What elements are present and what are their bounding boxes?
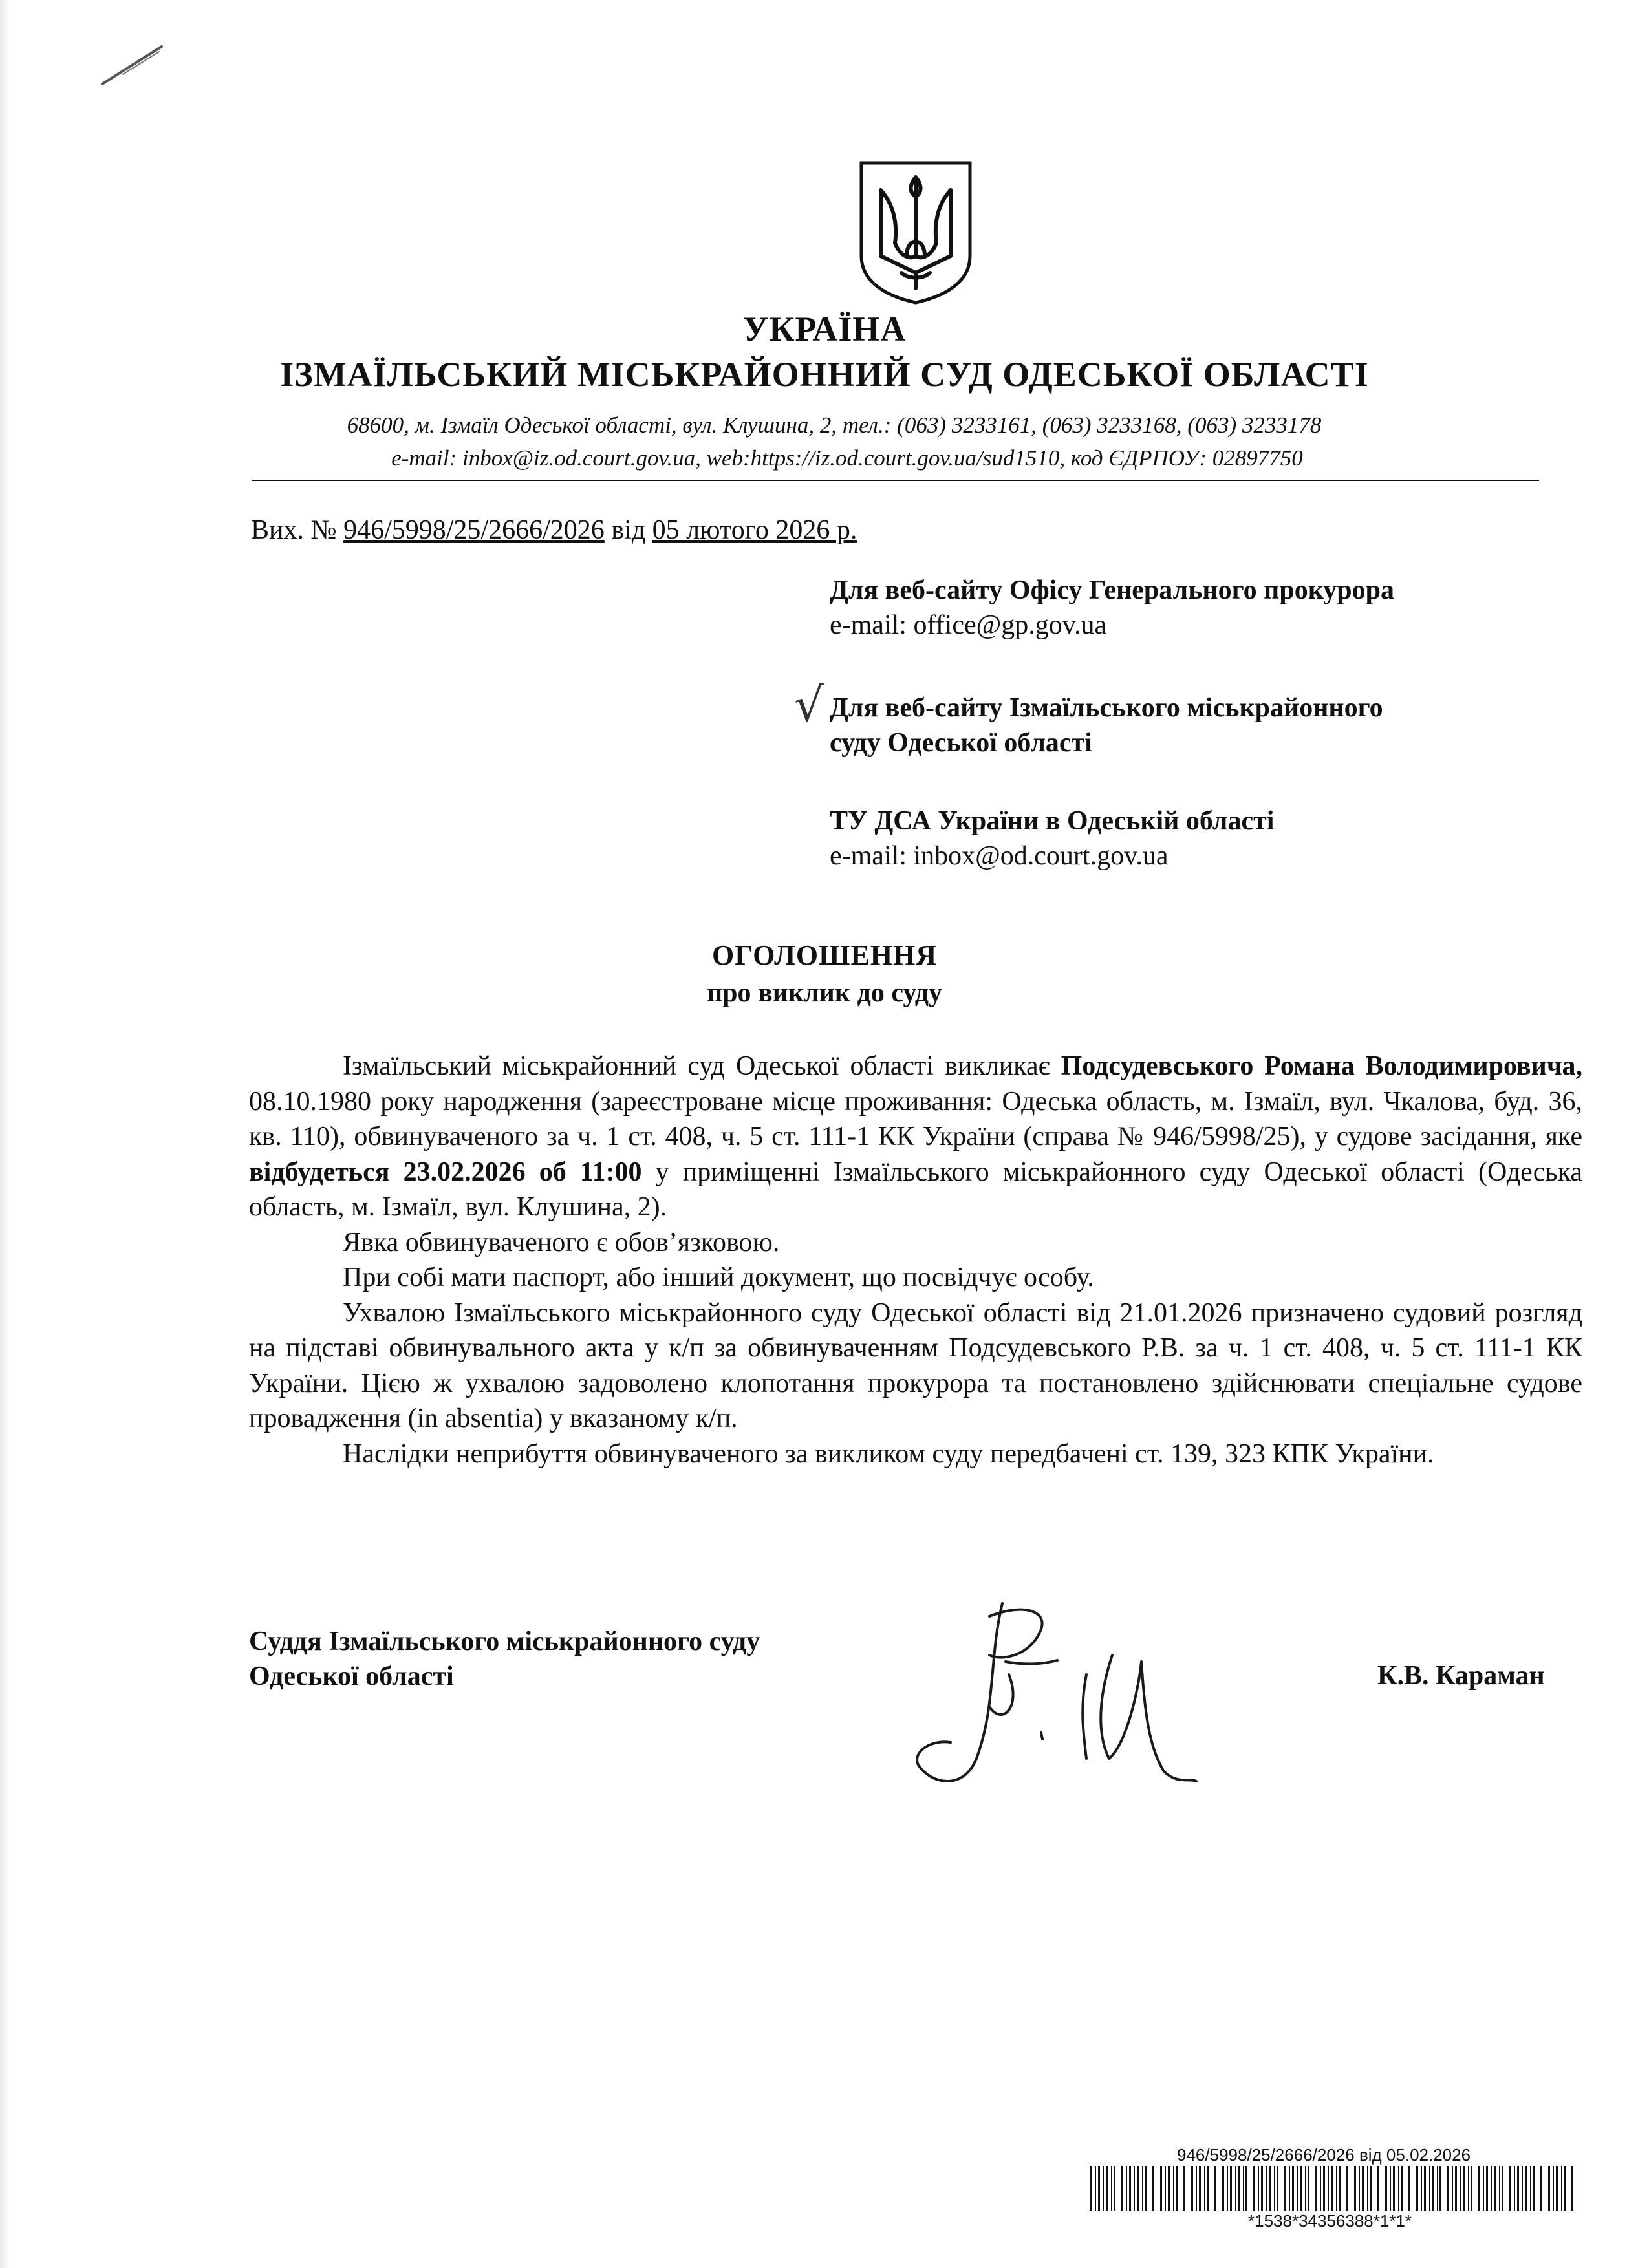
barcode-bar [1525,2166,1527,2211]
barcode-bar [1362,2166,1364,2211]
barcode-bar [1377,2166,1379,2211]
barcode-bar [1331,2166,1333,2211]
barcode-bar [1126,2166,1127,2211]
barcode-bar [1145,2166,1147,2211]
recipient-name: Для веб-сайту Ізмаїльського міськрайонного [830,693,1383,723]
recipient-prosecutor [830,573,1606,643]
barcode-bar [1486,2166,1488,2211]
barcode-bar [1300,2166,1302,2211]
barcode-bar [1522,2166,1523,2211]
barcode-bar [1517,2166,1519,2211]
barcode-bar [1121,2166,1123,2211]
barcode-bar [1429,2166,1430,2211]
barcode-code: *1538*34356388*1*1* [1248,2211,1412,2231]
barcode-bar [1398,2166,1399,2211]
barcode-bar [1556,2166,1558,2211]
barcode-bar [1173,2166,1174,2211]
check-mark: √ [794,678,824,732]
recipient-court-website [830,690,1606,760]
barcode-bar [1509,2166,1511,2211]
barcode-bar [1152,2166,1154,2211]
court-contacts-text: e-mail: inbox@iz.od.court.gov.ua, web:https://iz.od.court.gov.ua/sud1510, код ЄДРПОУ: 02897750 [391,445,1303,471]
barcode-bar [1561,2166,1562,2211]
barcode-bar [1165,2166,1166,2211]
body-text: 08.10.1980 року народження (зареєстроване місце проживання: Одеська область, м. Ізмаїл, вул. Чкалова, буд. 36, кв. 110), обвинуваченого за ч. 1 ст. 408, ч. 5 ст. 111-1 КК України (справа № 946/5998/25), у судове засідання, яке [249,1086,1582,1151]
barcode-bar [1571,2166,1573,2211]
barcode-bar [1297,2166,1298,2211]
barcode-bar [1447,2166,1449,2211]
barcode-bar [1222,2166,1224,2211]
barcode-bar [1514,2166,1515,2211]
barcode-bar [1437,2166,1438,2211]
barcode-bar [1390,2166,1391,2211]
judge-title-line: Суддя Ізмаїльського міськрайонного суду [249,1627,760,1656]
outgoing-number-line [251,515,857,546]
barcode-bar [1114,2166,1116,2211]
barcode-bar [1401,2166,1403,2211]
barcode-bar [1471,2166,1472,2211]
outgoing-number: 946/5998/25/2666/2026 [343,515,605,545]
barcode-bar [1269,2166,1271,2211]
barcode-bar [1439,2166,1441,2211]
body-paragraph: Ухвалою Ізмаїльського міськрайонного суду Одеської області від 21.01.2026 призначено судовий розгляд на підставі обвинувального акта у к/п за обвинуваченням Подсудевського Р.В. за ч. 1 ст. 408, ч. 5 ст. 111-1 КК України. Цією ж ухвалою задоволено клопотання прокурора та постановлено здійснювати спеціальне судове провадження (in absentia) у вказаному к/п. [249,1298,1582,1433]
barcode-bar [1098,2166,1100,2211]
barcode-bar [1323,2166,1325,2211]
barcode-bar [1385,2166,1387,2211]
barcode-bar [1103,2166,1104,2211]
barcode-bar [1196,2166,1197,2211]
barcode-bar [1494,2166,1496,2211]
body-text: Ізмаїльський міськрайонний суд Одеської області викликає [343,1051,1061,1081]
recipient-email: e-mail: office@gp.gov.ua [830,610,1107,640]
barcode-bar [1142,2166,1143,2211]
barcode-bar [1370,2166,1372,2211]
judge-name: К.В. Караман [1377,1661,1545,1691]
barcode-bar [1191,2166,1193,2211]
court-address-text: 68600, м. Ізмаїл Одеської області, вул. Клушина, 2, тел.: (063) 3233161, (063) 3233168, (063) 3233178 [347,412,1322,438]
barcode-bar [1336,2166,1337,2211]
recipient-name-continued: суду Одеської області [830,728,1092,758]
barcode-bar [1424,2166,1426,2211]
barcode-bar [1468,2166,1469,2211]
barcode-bar [1183,2166,1185,2211]
barcode-bar [1204,2166,1205,2211]
barcode-bar [1129,2166,1131,2211]
barcode-bar [1199,2166,1201,2211]
barcode-bar [1235,2166,1236,2211]
body-paragraph: Наслідки неприбуття обвинуваченого за викликом суду передбачені ст. 139, 323 КПК України. [343,1439,1434,1469]
barcode-bar [1266,2166,1267,2211]
barcode-bar [1284,2166,1286,2211]
barcode-bar [1502,2166,1503,2211]
barcode-bar [1176,2166,1178,2211]
barcode-bar [1168,2166,1170,2211]
barcode-bar [1227,2166,1228,2211]
barcode-bar [1207,2166,1209,2211]
barcode-bar [1491,2166,1492,2211]
barcode-bar [1258,2166,1259,2211]
barcode-bar [1530,2166,1531,2211]
court-name-heading: ІЗМАЇЛЬСЬКИЙ МІСЬКРАЙОННИЙ СУД ОДЕСЬКОЇ ОБЛАСТІ [280,355,1369,394]
barcode-bar [1483,2166,1484,2211]
header-divider [252,480,1539,481]
barcode-bar [1533,2166,1535,2211]
recipient-email: e-mail: inbox@od.court.gov.ua [830,841,1169,871]
barcode-bar [1346,2166,1348,2211]
barcode [1086,2166,1578,2211]
barcode-bar [1328,2166,1329,2211]
barcode-bar [1339,2166,1341,2211]
barcode-bar [1393,2166,1395,2211]
barcode-bar [1315,2166,1317,2211]
barcode-bar [1160,2166,1162,2211]
court-address [0,412,1649,438]
barcode-bar [1305,2166,1306,2211]
barcode-bar [1137,2166,1139,2211]
barcode-bar [1238,2166,1240,2211]
outgoing-from-word: від [611,515,646,545]
announcement-title: ОГОЛОШЕННЯ [711,939,938,971]
accused-name: Подсудевського Романа Володимировича, [1061,1051,1583,1081]
barcode-bar [1421,2166,1422,2211]
barcode-bar [1499,2166,1500,2211]
barcode-bar [1354,2166,1356,2211]
coat-of-arms-icon [855,159,976,305]
barcode-bar [1111,2166,1112,2211]
barcode-bar [1463,2166,1465,2211]
barcode-bar [1292,2166,1294,2211]
outgoing-prefix: Вих. № [251,515,337,545]
country-heading: УКРАЇНА [742,310,907,348]
barcode-bar [1134,2166,1135,2211]
court-contacts [0,445,1649,471]
barcode-bar [1416,2166,1418,2211]
barcode-label: 946/5998/25/2666/2026 від 05.02.2026 [1177,2145,1471,2165]
body-paragraph: Явка обвинуваченого є обов’язковою. [343,1227,780,1257]
body-text: у приміщенні Ізмаїльського міськрайонного суду Одеської області (Одеська область, м. Ізмаїл, вул. Клушина, 2). [249,1157,1582,1222]
barcode-bar [1253,2166,1255,2211]
judge-title-line: Одеської області [249,1662,454,1691]
pen-stroke-mark [97,39,168,91]
barcode-bar [1277,2166,1278,2211]
body-paragraph: При собі мати паспорт, або інший документ, що посвідчує особу. [343,1263,1094,1292]
barcode-bar [1320,2166,1321,2211]
barcode-bar [1308,2166,1310,2211]
barcode-bar [1214,2166,1216,2211]
barcode-bar [1289,2166,1290,2211]
recipient-name: Для веб-сайту Офісу Генерального прокурора [830,575,1395,605]
barcode-bar [1540,2166,1542,2211]
barcode-bar [1478,2166,1480,2211]
barcode-bar [1455,2166,1457,2211]
recipient-name: ТУ ДСА України в Одеській області [830,806,1275,836]
barcode-bar [1090,2166,1092,2211]
barcode-bar [1245,2166,1247,2211]
barcode-bar [1367,2166,1368,2211]
barcode-bar [1243,2166,1244,2211]
barcode-bar [1095,2166,1096,2211]
announcement-body [249,1049,1582,1471]
recipient-dsa [830,804,1606,873]
barcode-bar [1452,2166,1453,2211]
judge-title [249,1624,760,1694]
barcode-bar [1261,2166,1263,2211]
barcode-bar [1553,2166,1554,2211]
body-paragraph [249,1049,1582,1225]
announcement-subtitle: про виклик до суду [706,978,943,1008]
barcode-bar [1548,2166,1550,2211]
barcode-bar [1106,2166,1108,2211]
barcode-bar [1564,2166,1566,2211]
barcode-bar [1460,2166,1461,2211]
barcode-bar [1230,2166,1232,2211]
barcode-bar [1274,2166,1275,2211]
barcode-bar [1432,2166,1434,2211]
outgoing-date: 05 лютого 2026 р. [652,515,857,545]
handwritten-signature [892,1578,1203,1823]
barcode-bar [1359,2166,1360,2211]
barcode-bar [1408,2166,1410,2211]
hearing-datetime: відбудеться 23.02.2026 об 11:00 [249,1157,642,1187]
